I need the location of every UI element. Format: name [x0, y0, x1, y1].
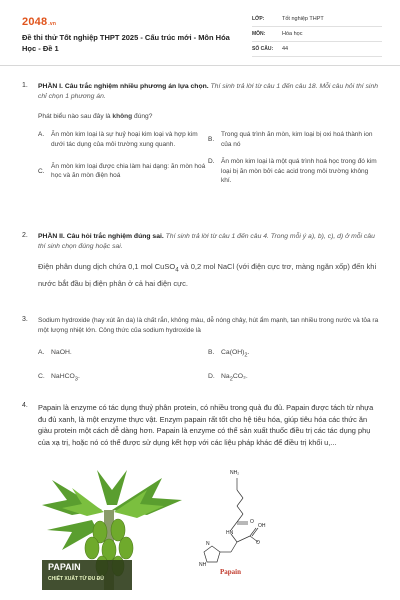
- option-b[interactable]: B. $Ca(OH)_2$.: [208, 349, 250, 359]
- options: [38, 130, 382, 186]
- option-a[interactable]: A. Ăn mòn kim loại là sự huỷ hoại kim loại và hợp kim dưới tác dụng của môi trường xung quanh.: [38, 131, 198, 148]
- papaya-photo: [42, 470, 182, 590]
- option-c[interactable]: C. Ăn mòn kim loại được chia làm hai dạng: ăn mòn hoá học và ăn mòn điện hoá: [38, 162, 206, 180]
- page-header: [0, 0, 400, 66]
- label-n: N: [206, 541, 210, 547]
- option-d[interactable]: D. $Na_2CO_3$.: [208, 373, 248, 383]
- question-number: 2.: [22, 232, 28, 239]
- question-4: [22, 402, 382, 448]
- option-b[interactable]: B. Trong quá trình ăn mòn, kim loại bị oxi hoá thành ion của nó: [208, 131, 373, 148]
- question-number: 3.: [22, 316, 28, 323]
- meta-row-class: LỚP: Tốt nghiệp THPT: [252, 12, 382, 27]
- photo-caption: CHIẾT XUẤT TỪ ĐU ĐỦ: [48, 576, 104, 582]
- section-heading: PHẦN I. Câu trắc nghiệm nhiều phương án lựa chọn. Thí sinh trả lời từ câu 1 đến câu 18. Mỗi câu hỏi thí sinh chỉ chọn 1 phương án.: [38, 83, 379, 100]
- option-c[interactable]: C. NaHCO$_3$.: [38, 373, 80, 383]
- question-text: Phát biểu nào sau đây là không đúng?: [38, 113, 153, 120]
- question-number: 4.: [22, 402, 28, 409]
- section-heading: PHẦN II. Câu hỏi trắc nghiệm đúng sai. Thí sinh trả lời từ câu 1 đến câu 4. Trong mỗi ý a), b), c), d) ở mỗi câu thí sinh chọn đúng hoặc sai.: [38, 233, 375, 250]
- question-2: [22, 232, 382, 290]
- papain-structure: [196, 468, 292, 580]
- label-o: O: [250, 519, 254, 525]
- options: [38, 348, 382, 385]
- question-text: Sodium hydroxide (hay xút ăn da) là chất rắn, không màu, dễ nóng chảy, hút ẩm mạnh, tan nhiều trong nước và tỏa ra một lượng nhiệt lớn. Công thức của sodium hydroxide là: [38, 317, 379, 334]
- figure-label: Papain: [220, 568, 242, 576]
- option-d[interactable]: D. Ăn mòn kim loại là một quá trình hoá học trong đó kim loại bị ăn mòn bởi các acid trong môi trường không khí.: [208, 158, 377, 184]
- label-oh: OH: [258, 523, 266, 529]
- document-meta: [252, 12, 382, 57]
- question-text: Papain là enzyme có tác dụng thuỷ phân protein, có nhiều trong quả đu đủ. Papain được tách từ nhựa đu đủ xanh, là một enzyme thực vật. Enzym papain rất tốt cho hệ tiêu hóa, giúp tiêu hóa các thức ăn giàu protein một cách dễ dàng hơn. Papain là enzyme có thể sản xuất thuốc điều trị các tác dụng phụ của xạ trị, hoặc nó có thể được sử dụng kết hợp với các liệu pháp khác để điều trị khối u,...: [38, 403, 374, 447]
- structure-diagram: [196, 468, 292, 580]
- question-1: [22, 82, 382, 186]
- label-nh: NH: [199, 562, 207, 568]
- meta-row-count: SỐ CÂU: 44: [252, 42, 382, 57]
- papaya-illustration: [42, 470, 182, 590]
- question-3: [22, 316, 382, 385]
- question-number: 1.: [22, 82, 28, 89]
- label-nh2: NH₂: [230, 470, 240, 476]
- meta-row-subject: MÔN: Hóa học: [252, 27, 382, 42]
- photo-title: PAPAIN: [48, 562, 81, 572]
- document-title: Đề thi thử Tốt nghiệp THPT 2025 - Cấu trúc mới - Môn Hóa Học - Đề 1: [22, 33, 230, 53]
- label-o-acid: O: [256, 540, 260, 546]
- site-logo[interactable]: 2048.vn: [22, 16, 57, 28]
- label-hn: HN: [226, 530, 234, 536]
- question-text: Điện phân dung dịch chứa 0,1 mol CuSO$_4$ và 0,2 mol NaCl (với điện cực trơ, màng ngăn xốp) đến khi nước bắt đầu bị điện phân ở cả hai điện cực.: [38, 262, 377, 288]
- option-a[interactable]: A. NaOH.: [38, 349, 72, 356]
